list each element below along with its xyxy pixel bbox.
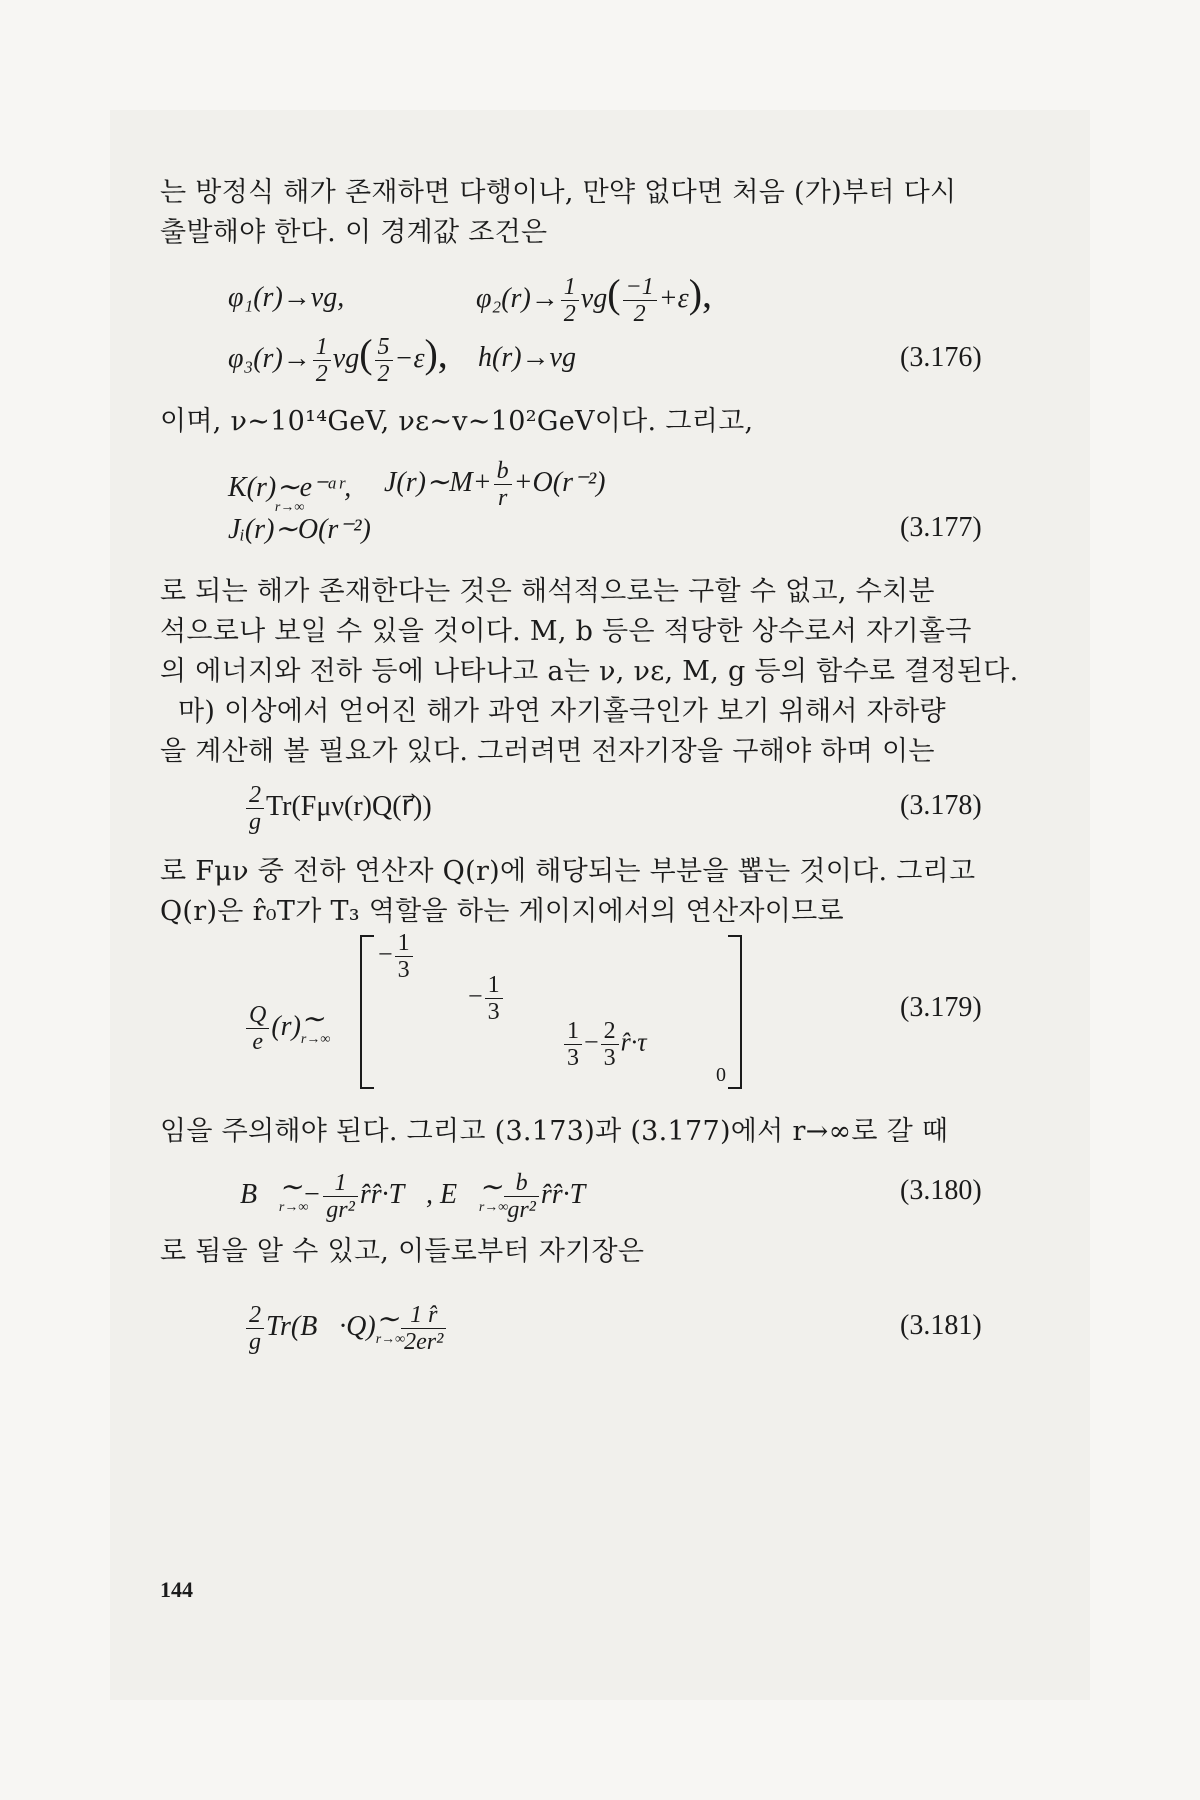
- equation-number-3-178: (3.178): [900, 790, 982, 821]
- text-line-4: 로 되는 해가 존재한다는 것은 해석적으로는 구할 수 없고, 수치분: [160, 576, 935, 607]
- equation-number-3-177: (3.177): [900, 512, 982, 543]
- equation-3-177-J: J(r)∼M+ $\frac{b}{r}$ +O(r⁻²): [384, 458, 606, 511]
- equation-number-3-181: (3.181): [900, 1310, 982, 1341]
- equation-number-3-176: (3.176): [900, 342, 982, 373]
- text-line-2: 출발해야 한다. 이 경계값 조건은: [160, 217, 548, 248]
- equation-3-177-Ji: Jᵢ(r)∼O(r⁻²): [228, 514, 371, 545]
- text-line-6: 의 에너지와 전하 등에 나타나고 a는 ν, νε, M, g 등의 함수로 결정된다.: [160, 656, 1019, 687]
- equation-3-181: $\frac{2}{g}$ Tr(B⃗·Q)∼ r→∞ $\frac{1 r̂}{\text{2er²}}$: [244, 1302, 448, 1355]
- equation-3-176-phi2: φ₂(r)→ $\frac{1}{2}$ νg( $\frac{-1}{2}$ +ε),: [476, 271, 713, 328]
- text-line-3: 이며, ν∼10¹⁴GeV, νε∼v∼10²GeV이다. 그리고,: [160, 406, 754, 437]
- equation-3-176-h: h(r)→vg: [478, 342, 576, 373]
- equation-3-180: B⃗∼ r→∞ − $\frac{1}{\text{gr²}}$ r̂r̂·T⃗, E⃗∼ r→∞ $\frac{b}{\text{gr²}}$ r̂r̂·T⃗: [240, 1170, 608, 1223]
- matrix-cell-1-1: − $\frac{1}{3}$: [378, 930, 415, 983]
- text-line-9: 로 Fμν 중 전하 연산자 Q(r)에 해당되는 부분을 뽑는 것이다. 그리고: [160, 856, 976, 887]
- equation-3-178: $\frac{2}{g}$ Tr(Fμν(r)Q(r⃗)): [244, 782, 432, 835]
- equation-3-176-phi1: φ₁(r)→νg,: [228, 282, 345, 313]
- text-line-5: 석으로나 보일 수 있을 것이다. M, b 등은 적당한 상수로서 자기홀극: [160, 616, 972, 647]
- text-line-10: Q(r)은 r̂₀T가 T₃ 역할을 하는 게이지에서의 연산자이므로: [160, 896, 844, 927]
- equation-number-3-180: (3.180): [900, 1175, 982, 1206]
- equation-3-176-phi3: φ₃(r)→ $\frac{1}{2}$ νg( $\frac{5}{2}$ −ε),: [228, 331, 448, 388]
- equation-3-177-K: K(r)∼e⁻ᵃʳ, r→∞: [228, 472, 352, 515]
- text-line-7: 마) 이상에서 얻어진 해가 과연 자기홀극인가 보기 위해서 자하량: [178, 696, 946, 727]
- text-line-11: 임을 주의해야 된다. 그리고 (3.173)과 (3.177)에서 r→∞로 갈 때: [160, 1116, 949, 1147]
- matrix-cell-3-3: $\frac{1}{3}$ − $\frac{2}{3}$ r̂·τ⃗: [562, 1018, 667, 1071]
- text-line-1: 는 방정식 해가 존재하면 다행이나, 만약 없다면 처음 (가)부터 다시: [160, 177, 957, 208]
- equation-3-179-lhs: $\frac{Q}{e}$ (r)∼ r→∞: [244, 1002, 324, 1055]
- matrix-right-bracket: [728, 935, 742, 1089]
- matrix-cell-4-4: 0: [716, 1064, 726, 1086]
- text-line-12: 로 됨을 알 수 있고, 이들로부터 자기장은: [160, 1236, 645, 1267]
- matrix-left-bracket: [360, 935, 374, 1089]
- equation-number-3-179: (3.179): [900, 992, 982, 1023]
- matrix-cell-2-2: − $\frac{1}{3}$: [468, 972, 505, 1025]
- page-number: 144: [160, 1577, 193, 1602]
- text-line-8: 을 계산해 볼 필요가 있다. 그러려면 전자기장을 구해야 하며 이는: [160, 736, 935, 767]
